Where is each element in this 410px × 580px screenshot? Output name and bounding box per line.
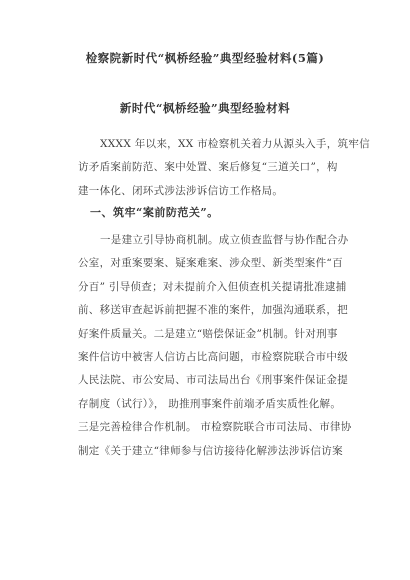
paragraph-line: 分百” 引导侦查；对未提前介入但侦查机关提请批准逮捕	[78, 280, 347, 293]
paragraph-line: 一是建立引导协商机制。成立侦查监督与协作配合办	[100, 234, 349, 246]
paragraph-line: 前、移送审查起诉前把握不准的案件，加强沟通联系，把	[78, 304, 348, 317]
paragraph-line: 存制度（试行）》， 助推刑事案件前端矛盾实质性化解。	[78, 397, 342, 410]
paragraph-line: 建一体化、闭环式涉法涉诉信访工作格局。	[78, 184, 284, 197]
section-heading-1: 一、筑牢“案前防范关”。	[90, 206, 219, 219]
paragraph-line: 案件信访中被害人信访占比高问题，市检察院联合市中级	[78, 351, 348, 364]
paragraph-line: 制定《关于建立“律师参与信访接待化解涉法涉诉信访案	[78, 444, 343, 457]
document-title: 检察院新时代“枫桥经验”典型经验材料(5篇)	[85, 51, 325, 65]
body-paragraph	[78, 229, 352, 463]
paragraph-line: 公室，对重案要案、疑案难案、涉众型、新类型案件“百	[78, 257, 343, 270]
section-title: 新时代“枫桥经验”典型经验材料	[119, 101, 291, 115]
paragraph-line: XXXX 年以来，XX 市检察机关着力从源头入手，筑牢信	[100, 138, 370, 150]
paragraph-line: 访矛盾案前防范、案中处置、案后修复“三道关口”，构	[78, 161, 338, 174]
paragraph-line: 三是完善检律合作机制。 市检察院联合市司法局、市律协	[78, 421, 352, 434]
paragraph-line: 好案件质量关。二是建立“赔偿保证金”机制。针对刑事	[78, 327, 338, 340]
intro-paragraph	[78, 133, 370, 203]
paragraph-line: 人民法院、市公安局、市司法局出台《刑事案件保证金提	[78, 374, 348, 387]
